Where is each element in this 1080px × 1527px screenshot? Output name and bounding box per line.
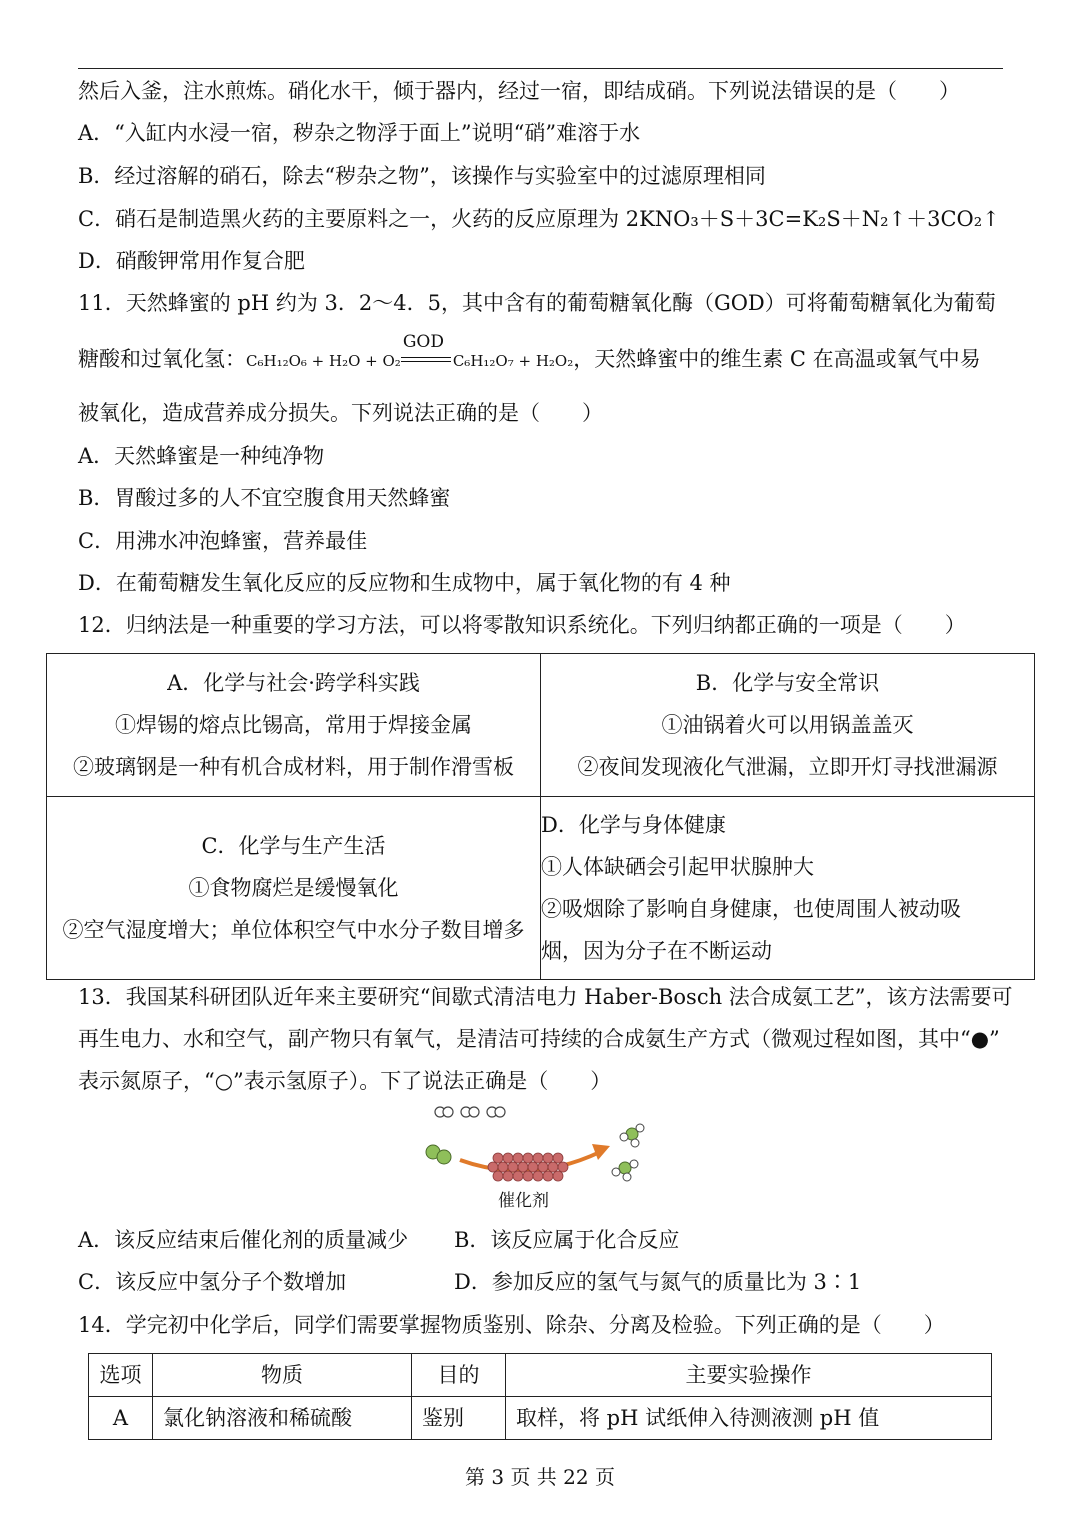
ammonia-molecules-icon: [612, 1124, 644, 1181]
q14-header-substance: 物质: [153, 1354, 412, 1397]
q11-stem-suffix: ，天然蜂蜜中的维生素 C 在高温或氧气中易: [573, 347, 981, 371]
q14-header-row: [89, 1354, 992, 1397]
q14-header-operation: 主要实验操作: [506, 1354, 992, 1397]
q11-equation-left: C₆H₁₂O₆ + H₂O + O₂: [246, 352, 401, 370]
q12-cell-c: [47, 797, 541, 980]
q12-a-item2: ②玻璃钢是一种有机合成材料，用于制作滑雪板: [73, 755, 514, 779]
q12-c-title: C．化学与生产生活: [201, 834, 386, 858]
q13-option-b: B．该反应属于化合反应: [454, 1228, 680, 1252]
q13-stem-line3: 表示氮原子，“○”表示氢原子）。下了说法正确是（ ）: [78, 1069, 612, 1093]
q14-row-a-option: A: [89, 1397, 153, 1440]
q12-a-item1: ①焊锡的熔点比锡高，常用于焊接金属: [115, 713, 472, 737]
q13-option-a: A．该反应结束后催化剂的质量减少: [78, 1228, 409, 1252]
q12-cell-a: [47, 654, 541, 797]
top-rule: [78, 68, 1003, 69]
q12-a-title: A．化学与社会·跨学科实践: [167, 671, 420, 695]
q12-b-item1: ①油锅着火可以用锅盖盖灭: [661, 713, 914, 737]
q12-cell-d: [541, 797, 1035, 980]
q12-d-title: D．化学与身体健康: [541, 813, 726, 837]
q14-stem: 14．学完初中化学后，同学们需要掌握物质鉴别、除杂、分离及检验。下列正确的是（ ）: [78, 1313, 945, 1337]
q12-d-item2a: ②吸烟除了影响自身健康，也使周围人被动吸: [541, 897, 961, 921]
q14-row-a-substance: 氯化钠溶液和稀硫酸: [153, 1397, 412, 1440]
q12-c-item1: ①食物腐烂是缓慢氧化: [188, 876, 399, 900]
q12-b-title: B．化学与安全常识: [695, 671, 880, 695]
q13-option-c: C．该反应中氢分子个数增加: [78, 1270, 347, 1294]
q12-cell-b: [541, 654, 1035, 797]
q12-b-item2: ②夜间发现液化气泄漏，立即开灯寻找泄漏源: [577, 755, 998, 779]
q12-d-item1: ①人体缺硒会引起甲状腺肿大: [541, 855, 814, 879]
hydrogen-molecules-icon: [435, 1107, 505, 1117]
q11-stem-line2: [78, 331, 981, 376]
nitrogen-molecule-icon: [426, 1145, 451, 1164]
q14-header-purpose: 目的: [412, 1354, 506, 1397]
q12-d-item2b: 烟，因为分子在不断运动: [541, 939, 772, 963]
q12-stem: 12．归纳法是一种重要的学习方法，可以将零散知识系统化。下列归纳都正确的一项是（ ）: [78, 613, 966, 637]
page-footer: 第 3 页 共 22 页: [465, 1465, 615, 1489]
q11-option-d: D．在葡萄糖发生氧化反应的反应物和生成物中，属于氧化物的有 4 种: [78, 571, 731, 595]
q10-option-b: B．经过溶解的硝石，除去“秽杂之物”，该操作与实验室中的过滤原理相同: [78, 164, 766, 188]
q11-equation-arrow: [401, 331, 453, 371]
q11-stem-prefix: 糖酸和过氧化氢：: [78, 347, 246, 371]
q14-row-a-operation: 取样，将 pH 试纸伸入待测液测 pH 值: [506, 1397, 992, 1440]
q10-option-c: C．硝石是制造黑火药的主要原料之一，火药的反应原理为 2KNO₃＋S＋3C=K₂S＋N₂↑＋3CO₂↑: [78, 207, 1000, 231]
q11-option-a: A．天然蜂蜜是一种纯净物: [78, 444, 325, 468]
q11-stem-line3: 被氧化，造成营养成分损失。下列说法正确的是（ ）: [78, 401, 603, 425]
catalyst-icon: [488, 1153, 568, 1181]
q13-stem-line1: 13．我国某科研团队近年来主要研究“间歇式清洁电力 Haber-Bosch 法合成氨工艺”，该方法需要可: [78, 985, 1013, 1009]
q14-row-a-purpose: 鉴别: [412, 1397, 506, 1440]
q13-figure-label: 催化剂: [498, 1191, 549, 1211]
table-row: [89, 1397, 992, 1440]
q13-stem-line2: 再生电力、水和空气，副产物只有氧气，是清洁可持续的合成氨生产方式（微观过程如图，其中“●”: [78, 1027, 1000, 1051]
q11-equation-right: C₆H₁₂O₇ + H₂O₂: [452, 352, 574, 370]
q10-stem-end: 然后入釜，注水煎炼。硝化水干，倾于器内，经过一宿，即结成硝。下列说法错误的是（ ）: [78, 79, 960, 103]
q11-option-c: C．用沸水冲泡蜂蜜，营养最佳: [78, 529, 368, 553]
q11-equation-condition: GOD: [402, 331, 444, 352]
q14-table: [88, 1353, 992, 1440]
q12-c-item2: ②空气湿度增大；单位体积空气中水分子数目增多: [62, 918, 525, 942]
q10-option-a: A．“入缸内水浸一宿，秽杂之物浮于面上”说明“硝”难溶于水: [78, 121, 641, 145]
q10-option-d: D．硝酸钾常用作复合肥: [78, 249, 305, 273]
q14-header-option: 选项: [89, 1354, 153, 1397]
q11-stem-line1: 11．天然蜂蜜的 pH 约为 3．2～4．5，其中含有的葡萄糖氧化酶（GOD）可将葡萄糖氧化为葡萄: [78, 291, 996, 315]
q11-option-b: B．胃酸过多的人不宜空腹食用天然蜂蜜: [78, 486, 451, 510]
q13-option-d: D．参加反应的氢气与氮气的质量比为 3∶1: [454, 1270, 862, 1294]
q12-table: [46, 653, 1035, 980]
